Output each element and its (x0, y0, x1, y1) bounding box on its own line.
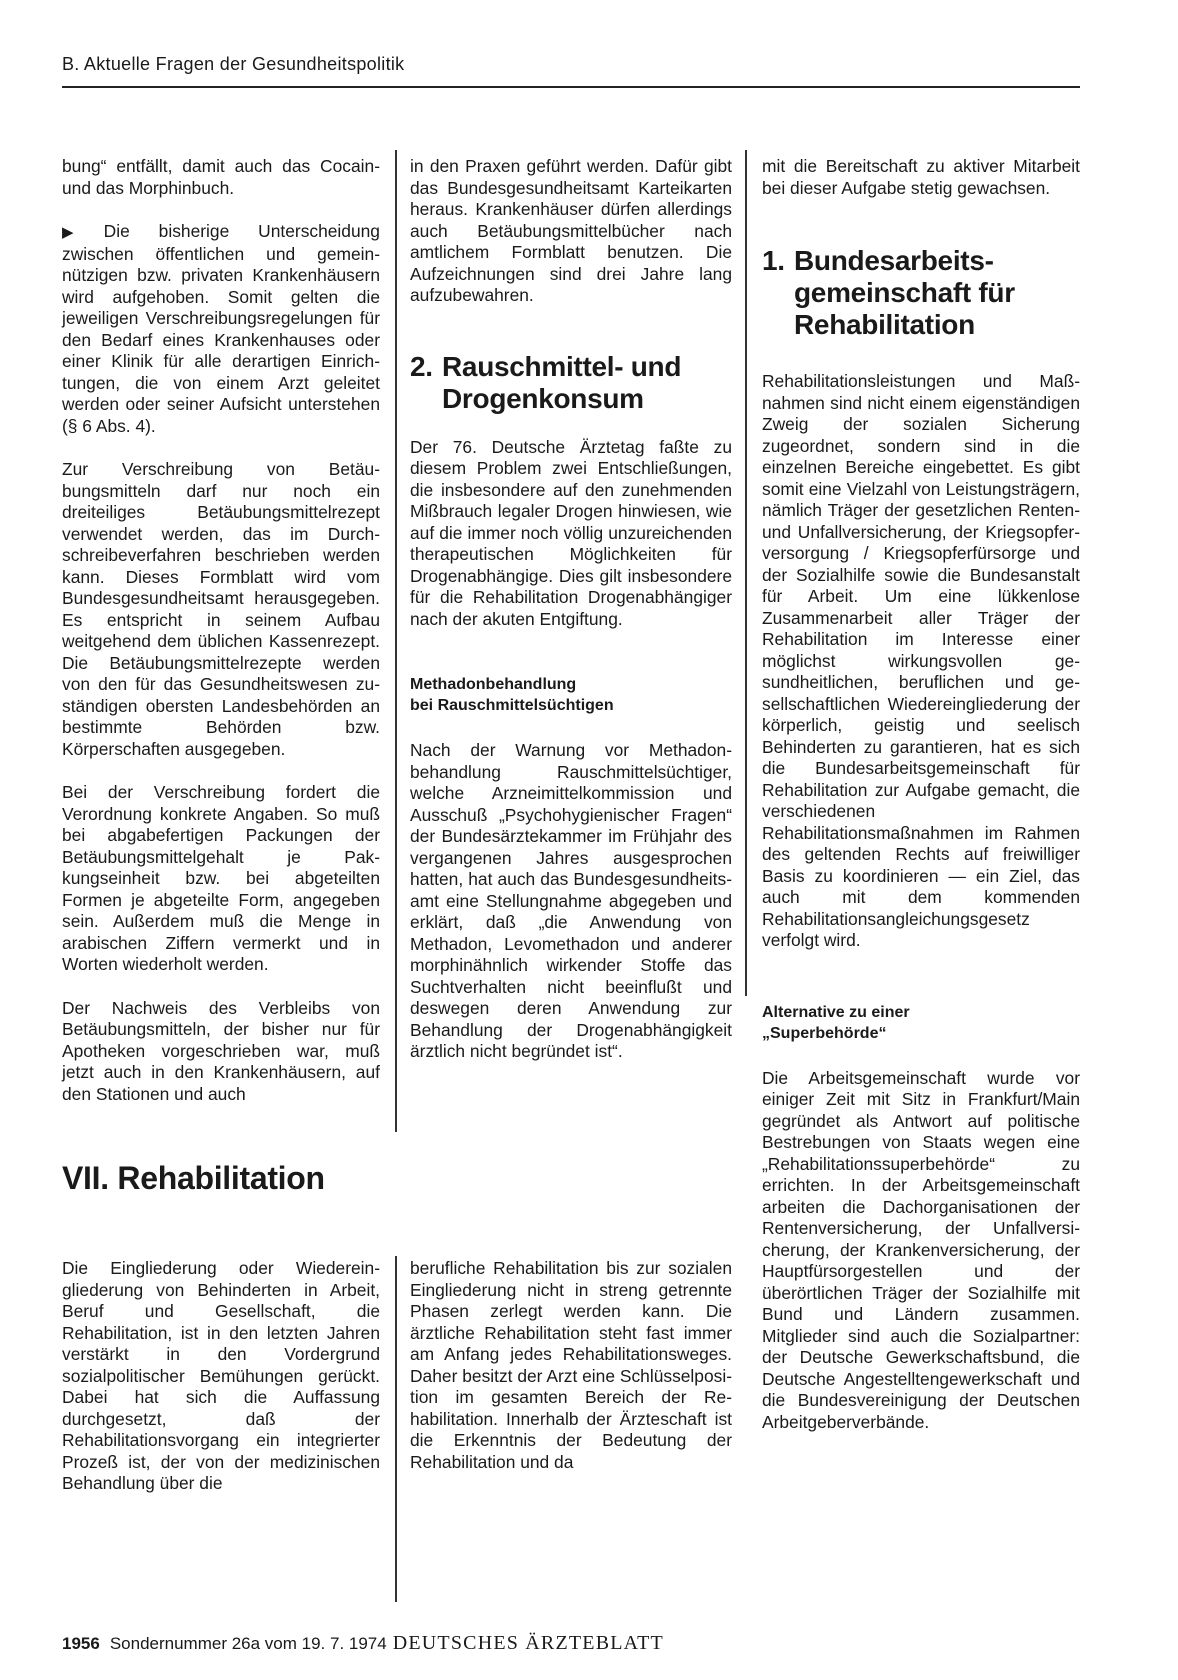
paragraph: Bei der Verschreibung fordert die Verordnung konkrete Angaben. So muß bei abgabefertigen Packungen der Betäubungsmittelgehalt je Pakkungseinheit bzw. bei abgeteilten Formen je abgeteilte Form, angegeben sein. Außerdem muß die Menge in arabischen Ziffern vermerkt und in Worten wiederholt werden. (62, 782, 380, 974)
section-title: VII. Rehabilitation (62, 1160, 325, 1196)
section-heading-2: 2. Rauschmittel- und Drogenkonsum (410, 350, 682, 414)
paragraph: in den Praxen geführt werden. Dafür gibt das Bundesgesundheitsamt Karteikarten heraus. Krankenhäuser dürfen allerdings auch Betäubungsmittelbücher nach amtlichem Formblatt benutzen. Die Aufzeichnungen sind drei Jahre lang aufzubewahren. (410, 156, 732, 305)
section-heading-1: 1. Bundesarbeits- gemeinschaft für Rehabilitation (762, 245, 1015, 340)
subheading: Alternative zu einer „Superbehörde“ (762, 1003, 910, 1042)
running-title: B. Aktuelle Fragen der Gesundheitspolitik (62, 54, 405, 74)
column-rule (745, 150, 747, 996)
running-header (62, 52, 1080, 88)
paragraph: Nach der Warnung vor Methadonbehandlung Rauschmittelsüchtiger, welche Arzneimittelkommission und Ausschuß „Psychohygienischer Fragen“ der Bundesärztekammer im Frühjahr des vergangenen Jahres ausgesprochen hatten, hat auch das Bundesgesundheitsamt eine Stellungnahme abgegeben und erklärt, daß „die Anwendung von Methadon, Levomethadon und anderer morphinähnlich wirkender Stoffe das Suchtverhalten nicht beeinflußt und deswegen deren Anwendung zur Behandlung der Drogenabhängigkeit ärztlich nicht begründet ist“. (410, 740, 732, 1061)
paragraph: Rehabilitationsleistungen und Maßnahmen sind nicht einem eigenständigen Zweig der sozialen Sicherung zugeordnet, sondern sind in die einzelnen Bereiche eingebettet. Es gibt somit eine Vielzahl von Leistungsträgern, nämlich Träger der gesetzlichen Renten- und Unfallversicherung, der Kriegsopferversorgung / Kriegsopferfürsorge und der Sozialhilfe sowie die Bundesanstalt für Arbeit. Um eine lükkenlose Zusammenarbeit aller Träger der Rehabilitation im Interesse einer möglichst wirkungsvollen gesundheitlichen, beruflichen und gesellschaftlichen Wiedereingliederung der körperlich, geistig und seelisch Behinderten zu garantieren, hat es sich die Bundesarbeitsgemeinschaft für Rehabilitation zur Aufgabe gemacht, die verschiedenen Rehabilitationsmaßnahmen im Rahmen des geltenden Rechts auf freiwilliger Basis zu koordinieren — ein Ziel, das auch mit dem kommenden Rehabilitationsangleichungsgesetz verfolgt wird. (762, 371, 1080, 950)
column-rule (395, 150, 397, 1132)
paragraph: Zur Verschreibung von Betäubungsmitteln darf nur noch ein dreiteiliges Betäubungsmittelrezept verwendet werden, das im Durchschreibeverfahren beschrieben werden kann. Dieses Formblatt wird vom Bundesgesundheitsamt herausgegeben. Es entspricht in seinem Aufbau weitgehend dem üblichen Kassenrezept. Die Betäubungsmittelrezepte werden von den für das Gesundheitswesen zuständigen obersten Landesbehörden an bestimmte Behörden bzw. Körperschaften ausgegeben. (62, 459, 380, 759)
paragraph: Die Arbeitsgemeinschaft wurde vor einiger Zeit mit Sitz in Frankfurt/Main gegründet als Antwort auf politische Bestrebungen von Staats wegen eine „Rehabilitationssuperbehörde“ zu errichten. In der Arbeitsgemeinschaft arbeiten die Dachorganisationen der Rentenversicherung, der Unfallversicherung, der Krankenversicherung, der Hauptfürsorgestellen und der überörtlichen Träger der Sozialhilfe mit Bund und Ländern zusammen. Mitglieder sind auch die Sozialpartner: der Deutsche Gewerkschaftsbund, die Deutsche Angestelltengewerkschaft und die Bundesvereinigung der Deutschen Arbeitgeberverbände. (762, 1067, 1080, 1432)
paragraph: Der Nachweis des Verbleibs von Betäubungsmitteln, der bisher nur für Apotheken vorgeschrieben war, muß jetzt auch in den Krankenhäusern, auf den Stationen und auch (62, 997, 380, 1104)
paragraph: Die Eingliederung oder Wiedereingliederung von Behinderten in Arbeit, Beruf und Gesellschaft, die Rehabilitation, ist in den letzten Jahren verstärkt in den Vordergrund sozialpolitischer Bemühungen gerückt. Dabei hat sich die Auffassung durchgesetzt, daß der Rehabilitationsvorgang ein integrierter Prozeß ist, der von der medizinischen Behandlung über die (62, 1258, 380, 1493)
column-2-lower (410, 1258, 732, 1495)
paragraph: mit die Bereitschaft zu aktiver Mitarbeit bei dieser Aufgabe stetig gewachsen. (762, 156, 1080, 198)
subheading: Methadonbehandlung bei Rauschmittelsüchtigen (410, 676, 614, 714)
page-number: 1956 (62, 1634, 100, 1653)
column-3 (762, 156, 1080, 1455)
column-rule (395, 1256, 397, 1602)
paragraph: berufliche Rehabilitation bis zur sozialen Eingliederung nicht in streng getrennte Phasen zerlegt werden kann. Die ärztliche Rehabilitation steht fast immer am Anfang jedes Rehabilitationsweges. Daher besitzt der Arzt eine Schlüsselposition im gesamten Bereich der Rehabilitation. Innerhalb der Ärzteschaft ist die Erkenntnis der Bedeutung der Rehabilitation und da (410, 1258, 732, 1472)
column-1-upper (62, 156, 380, 1127)
triangle-bullet-icon: ▶ (62, 224, 98, 241)
journal-masthead: DEUTSCHES ÄRZTEBLATT (392, 1632, 664, 1654)
column-2-upper (410, 156, 732, 1085)
paragraph: Der 76. Deutsche Ärztetag faßte zu diesem Problem zwei Entschließungen, die insbesondere auf den zunehmenden Mißbrauch legaler Drogen hinwiesen, wie auf die immer noch völlig unzureichenden therapeutischen Möglichkeiten für Drogenabhängige. Dies gilt insbesondere für die Rehabilitation Drogenabhängiger nach der akuten Entgiftung. (410, 436, 732, 629)
bullet-paragraph: ▶ Die bisherige Unterscheidung zwischen öffentlichen und gemeinnützigen bzw. privaten Krankenhäusern wird aufgehoben. Somit gelten die jeweiligen Verschreibungsregelungen für den Bedarf eines Krankenhauses oder einer Klinik für alle derartigen Einrichtungen, die von einem Arzt geleitet werden oder seiner Aufsicht unterstehen (§ 6 Abs. 4). (62, 221, 380, 436)
page-footer (62, 1632, 664, 1655)
issue-info: Sondernummer 26a vom 19. 7. 1974 (109, 1634, 387, 1653)
column-1-lower (62, 1258, 380, 1517)
paragraph: bung“ entfällt, damit auch das Cocain- und das Morphinbuch. (62, 156, 380, 198)
